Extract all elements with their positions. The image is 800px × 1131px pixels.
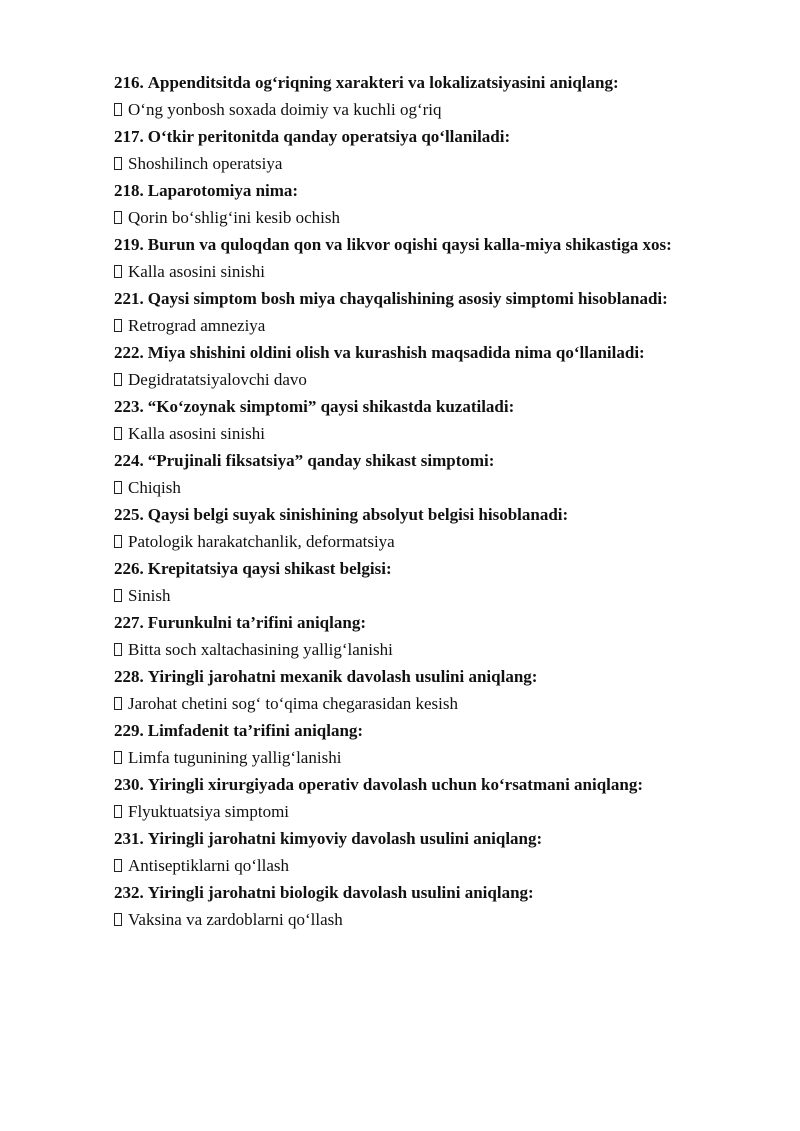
qa-item: [114, 772, 674, 826]
qa-item: [114, 718, 674, 772]
qa-item: [114, 664, 674, 718]
question-text: [114, 232, 674, 257]
question-number: 219.: [114, 235, 144, 254]
answer-text: Retrograd amneziya: [128, 316, 266, 335]
question-label: Yiringli jarohatni mexanik davolash usulini aniqlang:: [147, 667, 538, 686]
question-label: Laparotomiya nima:: [147, 181, 299, 200]
question-number: 232.: [114, 883, 144, 902]
missing-glyph-icon: [114, 697, 122, 710]
answer-line: [114, 581, 674, 610]
question-label: Miya shishini oldini olish va kurashish maqsadida nima qo‘llaniladi:: [147, 343, 645, 362]
missing-glyph-icon: [114, 157, 122, 170]
answer-text: Jarohat chetini sog‘ to‘qima chegarasidan kesish: [128, 694, 458, 713]
question-number: 223.: [114, 397, 144, 416]
question-text: [114, 826, 674, 851]
question-text: [114, 772, 674, 797]
answer-line: [114, 95, 674, 124]
answer-line: [114, 851, 674, 880]
question-number: 225.: [114, 505, 144, 524]
question-label: “Prujinali fiksatsiya” qanday shikast simptomi:: [147, 451, 495, 470]
answer-line: [114, 905, 674, 934]
question-label: O‘tkir peritonitda qanday operatsiya qo‘llaniladi:: [147, 127, 511, 146]
qa-item: [114, 610, 674, 664]
qa-item: [114, 70, 674, 124]
answer-line: [114, 473, 674, 502]
question-label: Limfadenit ta’rifini aniqlang:: [147, 721, 364, 740]
missing-glyph-icon: [114, 805, 122, 818]
missing-glyph-icon: [114, 481, 122, 494]
answer-text: O‘ng yonbosh soxada doimiy va kuchli og‘riq: [128, 100, 442, 119]
missing-glyph-icon: [114, 589, 122, 602]
question-text: [114, 286, 674, 311]
question-label: Qaysi simptom bosh miya chayqalishining asosiy simptomi hisoblanadi:: [147, 289, 668, 308]
question-text: [114, 664, 674, 689]
answer-text: Vaksina va zardoblarni qo‘llash: [128, 910, 343, 929]
qa-item: [114, 880, 674, 934]
answer-line: [114, 689, 674, 718]
question-number: 228.: [114, 667, 144, 686]
missing-glyph-icon: [114, 751, 122, 764]
answer-line: [114, 149, 674, 178]
missing-glyph-icon: [114, 859, 122, 872]
answer-line: [114, 203, 674, 232]
answer-text: Kalla asosini sinishi: [128, 424, 265, 443]
answer-line: [114, 635, 674, 664]
question-text: [114, 502, 674, 527]
question-number: 217.: [114, 127, 144, 146]
question-number: 218.: [114, 181, 144, 200]
answer-line: [114, 365, 674, 394]
question-label: Yiringli jarohatni kimyoviy davolash usulini aniqlang:: [147, 829, 543, 848]
question-number: 229.: [114, 721, 144, 740]
question-number: 216.: [114, 73, 144, 92]
missing-glyph-icon: [114, 265, 122, 278]
question-number: 230.: [114, 775, 144, 794]
question-text: [114, 124, 674, 149]
question-text: [114, 448, 674, 473]
question-label: Krepitatsiya qaysi shikast belgisi:: [147, 559, 392, 578]
qa-item: [114, 826, 674, 880]
question-label: Qaysi belgi suyak sinishining absolyut belgisi hisoblanadi:: [147, 505, 569, 524]
answer-line: [114, 527, 674, 556]
qa-item: [114, 232, 674, 286]
answer-text: Chiqish: [128, 478, 181, 497]
question-number: 227.: [114, 613, 144, 632]
question-text: [114, 610, 674, 635]
qa-item: [114, 178, 674, 232]
answer-text: Flyuktuatsiya simptomi: [128, 802, 290, 821]
answer-text: Qorin bo‘shlig‘ini kesib ochish: [128, 208, 341, 227]
qa-item: [114, 124, 674, 178]
missing-glyph-icon: [114, 373, 122, 386]
question-label: “Ko‘zoynak simptomi” qaysi shikastda kuzatiladi:: [147, 397, 515, 416]
question-text: [114, 394, 674, 419]
question-label: Yiringli xirurgiyada operativ davolash uchun ko‘rsatmani aniqlang:: [147, 775, 644, 794]
question-text: [114, 718, 674, 743]
answer-text: Shoshilinch operatsiya: [128, 154, 283, 173]
question-text: [114, 556, 674, 581]
question-text: [114, 178, 674, 203]
qa-item: [114, 556, 674, 610]
question-text: [114, 880, 674, 905]
qa-item: [114, 502, 674, 556]
qa-item: [114, 448, 674, 502]
answer-text: Limfa tugunining yallig‘lanishi: [128, 748, 342, 767]
question-label: Burun va quloqdan qon va likvor oqishi qaysi kalla-miya shikastiga xos:: [147, 235, 672, 254]
answer-text: Bitta soch xaltachasining yallig‘lanishi: [128, 640, 393, 659]
qa-item: [114, 394, 674, 448]
question-text: [114, 340, 674, 365]
answer-text: Degidratatsiyalovchi davo: [128, 370, 307, 389]
document-page: [114, 70, 674, 934]
question-number: 222.: [114, 343, 144, 362]
answer-line: [114, 419, 674, 448]
question-number: 221.: [114, 289, 144, 308]
answer-line: [114, 257, 674, 286]
question-number: 231.: [114, 829, 144, 848]
missing-glyph-icon: [114, 103, 122, 116]
missing-glyph-icon: [114, 643, 122, 656]
question-label: Yiringli jarohatni biologik davolash usulini aniqlang:: [147, 883, 534, 902]
missing-glyph-icon: [114, 535, 122, 548]
answer-line: [114, 797, 674, 826]
answer-line: [114, 311, 674, 340]
question-label: Appenditsitda og‘riqning xarakteri va lokalizatsiyasini aniqlang:: [147, 73, 619, 92]
missing-glyph-icon: [114, 913, 122, 926]
question-number: 226.: [114, 559, 144, 578]
missing-glyph-icon: [114, 211, 122, 224]
qa-item: [114, 340, 674, 394]
question-text: [114, 70, 674, 95]
answer-text: Kalla asosini sinishi: [128, 262, 265, 281]
answer-text: Antiseptiklarni qo‘llash: [128, 856, 290, 875]
question-number: 224.: [114, 451, 144, 470]
answer-line: [114, 743, 674, 772]
question-label: Furunkulni ta’rifini aniqlang:: [147, 613, 366, 632]
missing-glyph-icon: [114, 427, 122, 440]
answer-text: Patologik harakatchanlik, deformatsiya: [128, 532, 395, 551]
qa-item: [114, 286, 674, 340]
missing-glyph-icon: [114, 319, 122, 332]
answer-text: Sinish: [128, 586, 171, 605]
